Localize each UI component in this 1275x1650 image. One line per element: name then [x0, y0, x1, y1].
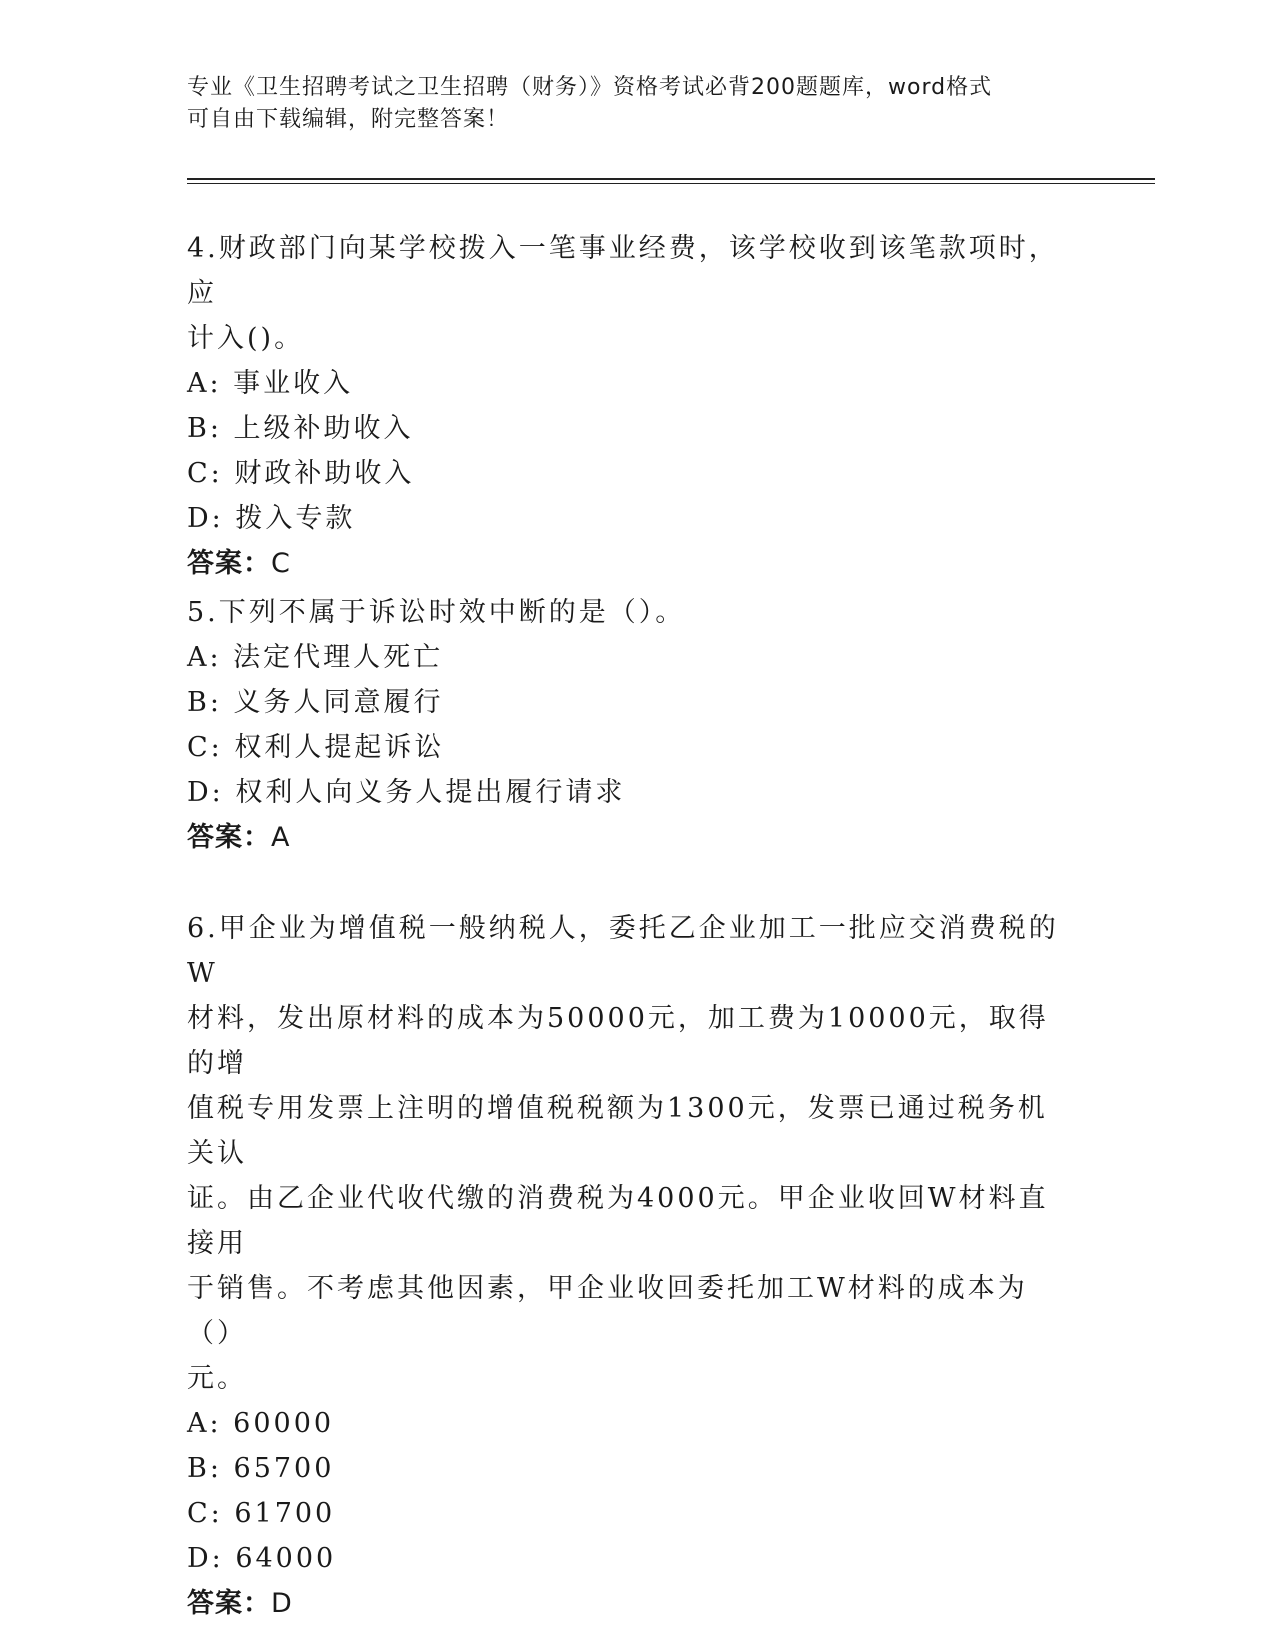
- answer-label: 答案：: [187, 548, 271, 579]
- question-text-line: 6.甲企业为增值税一般纳税人，委托乙企业加工一批应交消费税的W: [187, 913, 1059, 989]
- option-d: D: 64000: [187, 1543, 337, 1574]
- question-4: [187, 226, 1067, 586]
- option-a: A: 60000: [187, 1408, 335, 1439]
- question-text-line: 计入()。: [187, 323, 305, 354]
- option-a: A: 事业收入: [187, 368, 354, 399]
- header-divider: [187, 178, 1155, 180]
- option-b: B: 上级补助收入: [187, 413, 414, 444]
- option-b: B: 义务人同意履行: [187, 687, 444, 718]
- question-5: [187, 590, 1067, 860]
- answer: [187, 1581, 1067, 1626]
- header-line-2: 可自由下载编辑，附完整答案！: [187, 107, 510, 132]
- answer: [187, 815, 1067, 860]
- answer: [187, 541, 1067, 586]
- header-divider-thin: [187, 183, 1155, 184]
- option-c: C: 权利人提起诉讼: [187, 732, 445, 763]
- answer-label: 答案：: [187, 1588, 271, 1619]
- option-b: B: 65700: [187, 1453, 335, 1484]
- option-c: C: 61700: [187, 1498, 336, 1529]
- answer-label: 答案：: [187, 822, 271, 853]
- question-text-line: 5.下列不属于诉讼时效中断的是（）。: [187, 597, 686, 628]
- answer-value: D: [271, 1588, 293, 1619]
- answer-value: A: [271, 822, 291, 853]
- question-text-line: 值税专用发票上注明的增值税税额为1300元，发票已通过税务机关认: [187, 1093, 1048, 1169]
- question-6: [187, 906, 1067, 1626]
- header-line-1: 专业《卫生招聘考试之卫生招聘（财务）》资格考试必背200题题库，word格式: [187, 75, 993, 100]
- option-c: C: 财政补助收入: [187, 458, 415, 489]
- document-header: [187, 72, 1067, 136]
- option-d: D: 拨入专款: [187, 503, 356, 534]
- question-text-line: 证。由乙企业代收代缴的消费税为4000元。甲企业收回W材料直接用: [187, 1183, 1049, 1259]
- option-a: A: 法定代理人死亡: [187, 642, 444, 673]
- question-text-line: 元。: [187, 1363, 247, 1394]
- answer-value: C: [271, 548, 291, 579]
- question-text-line: 4.财政部门向某学校拨入一笔事业经费，该学校收到该笔款项时，应: [187, 233, 1059, 309]
- option-d: D: 权利人向义务人提出履行请求: [187, 777, 626, 808]
- question-text-line: 于销售。不考虑其他因素，甲企业收回委托加工W材料的成本为（）: [187, 1273, 1028, 1349]
- question-text-line: 材料，发出原材料的成本为50000元，加工费为10000元，取得的增: [187, 1003, 1049, 1079]
